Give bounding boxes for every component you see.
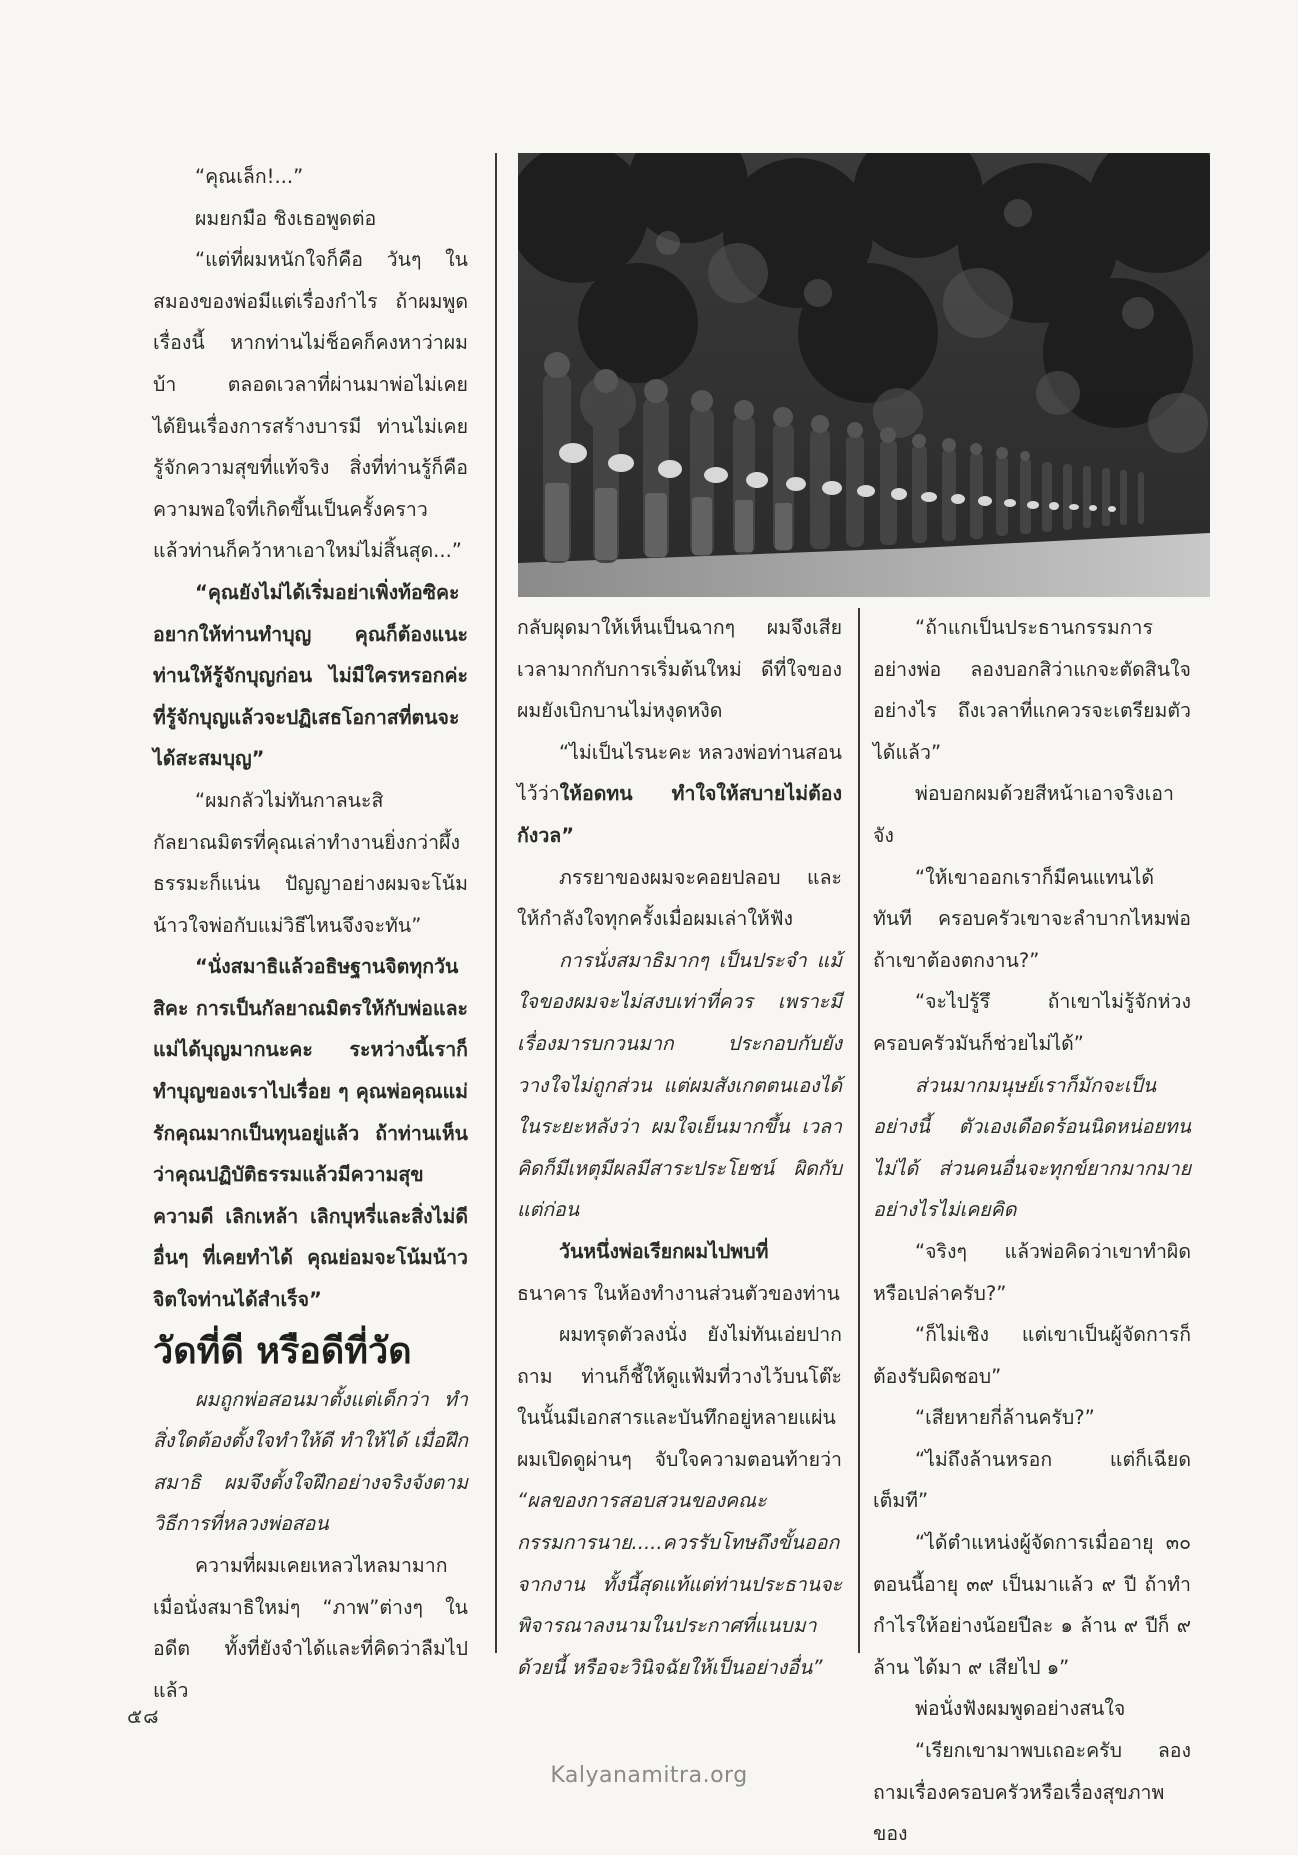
paragraph-bold: “นั่งสมาธิแล้วอธิษฐานจิตทุกวันสิคะ การเป็นกัลยาณมิตรให้กับพ่อและแม่ได้บุญมากนะคะ ระหว่างนี้เราก็ทำบุญของเราไปเรื่อย ๆ คุณพ่อคุณแม่รักคุณมากเป็นทุนอยู่แล้ว ถ้าท่านเห็นว่าคุณปฏิบัติธรรมแล้วมีความสุข ความดี เลิกเหล้า เลิกบุหรี่และสิ่งไม่ดีอื่นๆ ที่เคยทำได้ คุณย่อมจะโน้มน้าวจิตใจท่านได้สำเร็จ” — [153, 955, 468, 1312]
paragraph-bold: “คุณยังไม่ได้เริ่มอย่าเพิ่งท้อซิคะ อยากให้ท่านทำบุญ คุณก็ต้องแนะท่านให้รู้จักบุญก่อน ไม่มีใครหรอกค่ะที่รู้จักบุญแล้วจะปฏิเสธโอกาสที่ตนจะได้สะสมบุญ” — [153, 580, 468, 771]
quote-italic: “ผลของการสอบสวนของคณะกรรมการนาย.....ควรรับโทษถึงขั้นออกจากงาน ทั้งนี้สุดแท้แต่ท่านประธานจะพิจารณาลงนามในประกาศที่แนบมาด้วยนี้ หรือจะวินิจฉัยให้เป็นอย่างอื่น” — [517, 1489, 842, 1679]
paragraph: “ผมกลัวไม่ทันกาลนะสิ กัลยาณมิตรที่คุณเล่าทำงานยิ่งกว่าผึ้ง ธรรมะก็แน่น ปัญญาอย่างผมจะโน้มน้าวใจพ่อกับแม่วิธีไหนจึงจะทัน” — [153, 788, 468, 937]
paragraph: “แต่ที่ผมหนักใจก็คือ วันๆ ในสมองของพ่อมีแต่เรื่องกำไร ถ้าผมพูดเรื่องนี้ หากท่านไม่ช็อคก็คงหาว่าผมบ้า ตลอดเวลาที่ผ่านมาพ่อไม่เคยได้ยินเรื่องการสร้างบารมี ท่านไม่เคยรู้จักความสุขที่แท้จริง สิ่งที่ท่านรู้ก็คือความพอใจที่เกิดขึ้นเป็นครั้งคราว แล้วท่านก็คว้าหาเอาใหม่ไม่สิ้นสุด...” — [153, 248, 468, 563]
quote-text-bold: ให้อดทน ทำใจให้สบายไม่ต้องกังวล” — [517, 782, 842, 847]
paragraph: “ถ้าแกเป็นประธานกรรมการอย่างพ่อ ลองบอกสิว่าแกจะตัดสินใจอย่างไร ถึงเวลาที่แกควรจะเตรียมตัวได้แล้ว” — [873, 616, 1191, 764]
paragraph-italic: การนั่งสมาธิมากๆ เป็นประจำ แม้ใจของผมจะไม่สงบเท่าที่ควร เพราะมีเรื่องมารบกวนมาก ประกอบกับยังวางใจไม่ถูกส่วน แต่ผมสังเกตตนเองได้ในระยะหลังว่า ผมใจเย็นมากขึ้น เวลาคิดก็มีเหตุมีผลมีสาระประโยชน์ ผิดกับแต่ก่อน — [517, 948, 842, 1222]
column-divider — [495, 153, 497, 1653]
right-column — [873, 607, 1191, 1855]
left-column — [153, 156, 468, 1711]
paragraph: “เสียหายกี่ล้านครับ?” — [915, 1406, 1095, 1430]
paragraph: ความที่ผมเคยเหลวไหลมามาก เมื่อนั่งสมาธิใหม่ๆ “ภาพ”ต่างๆ ในอดีต ทั้งที่ยังจำได้และที่คิดว่าลืมไปแล้ว — [153, 1554, 468, 1702]
paragraph-italic: ส่วนมากมนุษย์เราก็มักจะเป็นอย่างนี้ ตัวเองเดือดร้อนนิดหน่อยทนไม่ได้ ส่วนคนอื่นจะทุกข์ยากมากมายอย่างไรไม่เคยคิด — [873, 1073, 1191, 1222]
photo-monks-procession — [518, 153, 1210, 597]
paragraph: “จะไปรู้รึ ถ้าเขาไม่รู้จักห่วงครอบครัวมันก็ช่วยไม่ได้” — [873, 990, 1191, 1055]
paragraph-text: ผมทรุดตัวลงนั่ง ยังไม่ทันเอ่ยปากถาม ท่านก็ชี้ให้ดูแฟ้มที่วางไว้บนโต๊ะ ในนั้นมีเอกสารและบันทึกอยู่หลายแผ่น ผมเปิดดูผ่านๆ จับใจความตอนท้ายว่า — [517, 1323, 842, 1471]
quote-text: “ไม่เป็นไรนะคะ หลวงพ่อท่านสอนไว้ว่า — [517, 740, 842, 806]
column-divider — [858, 608, 860, 1653]
paragraph: “ก็ไม่เชิง แต่เขาเป็นผู้จัดการก็ต้องรับผิดชอบ” — [873, 1323, 1191, 1388]
paragraph: “เรียกเขามาพบเถอะครับ ลองถามเรื่องครอบครัวหรือเรื่องสุขภาพของ — [873, 1739, 1191, 1846]
paragraph: “จริงๆ แล้วพ่อคิดว่าเขาทำผิดหรือเปล่าครับ?” — [873, 1239, 1191, 1305]
middle-column — [517, 607, 842, 1688]
paragraph: “ไม่ถึงล้านหรอก แต่ก็เฉียดเต็มที” — [873, 1447, 1191, 1513]
paragraph: “ให้เขาออกเราก็มีคนแทนได้ทันที ครอบครัวเขาจะลำบากไหมพ่อถ้าเขาต้องตกงาน?” — [873, 865, 1191, 972]
paragraph: กลับผุดมาให้เห็นเป็นฉากๆ ผมจึงเสียเวลามากกับการเริ่มต้นใหม่ ดีที่ใจของผมยังเบิกบานไม่หงุดหงิด — [517, 616, 842, 723]
paragraph: ภรรยาของผมจะคอยปลอบ และให้กำลังใจทุกครั้งเมื่อผมเล่าให้ฟัง — [517, 865, 842, 931]
page-number: ๕๘ — [127, 1704, 160, 1728]
footer-watermark: Kalyanamitra.org — [550, 1763, 748, 1788]
paragraph: “ได้ตำแหน่งผู้จัดการเมื่ออายุ ๓๐ ตอนนี้อายุ ๓๙ เป็นมาแล้ว ๙ ปี ถ้าทำกำไรให้อย่างน้อยปีละ ๑ ล้าน ๙ ปีก็ ๙ ล้าน ได้มา ๙ เสียไป ๑” — [873, 1531, 1191, 1679]
paragraph-lead-bold: วันหนึ่งพ่อเรียกผมไปพบที่ — [559, 1239, 769, 1263]
paragraph: “คุณเล็ก!...” — [195, 165, 304, 188]
paragraph-text: ธนาคาร ในห้องทำงานส่วนตัวของท่าน — [517, 1281, 840, 1305]
section-heading: วัดที่ดี หรือดีที่วัด — [153, 1330, 412, 1372]
paragraph: พ่อบอกผมด้วยสีหน้าเอาจริงเอาจัง — [873, 782, 1174, 847]
paragraph: ผมยกมือ ชิงเธอพูดต่อ — [195, 206, 377, 230]
paragraph: พ่อนั่งฟังผมพูดอย่างสนใจ — [915, 1697, 1126, 1721]
paragraph-italic: ผมถูกพ่อสอนมาตั้งแต่เด็กว่า ทำสิ่งใดต้องตั้งใจทำให้ดี ทำให้ได้ เมื่อฝึกสมาธิ ผมจึงตั้งใจฝึกอย่างจริงจังตามวิธีการที่หลวงพ่อสอน — [153, 1387, 468, 1536]
